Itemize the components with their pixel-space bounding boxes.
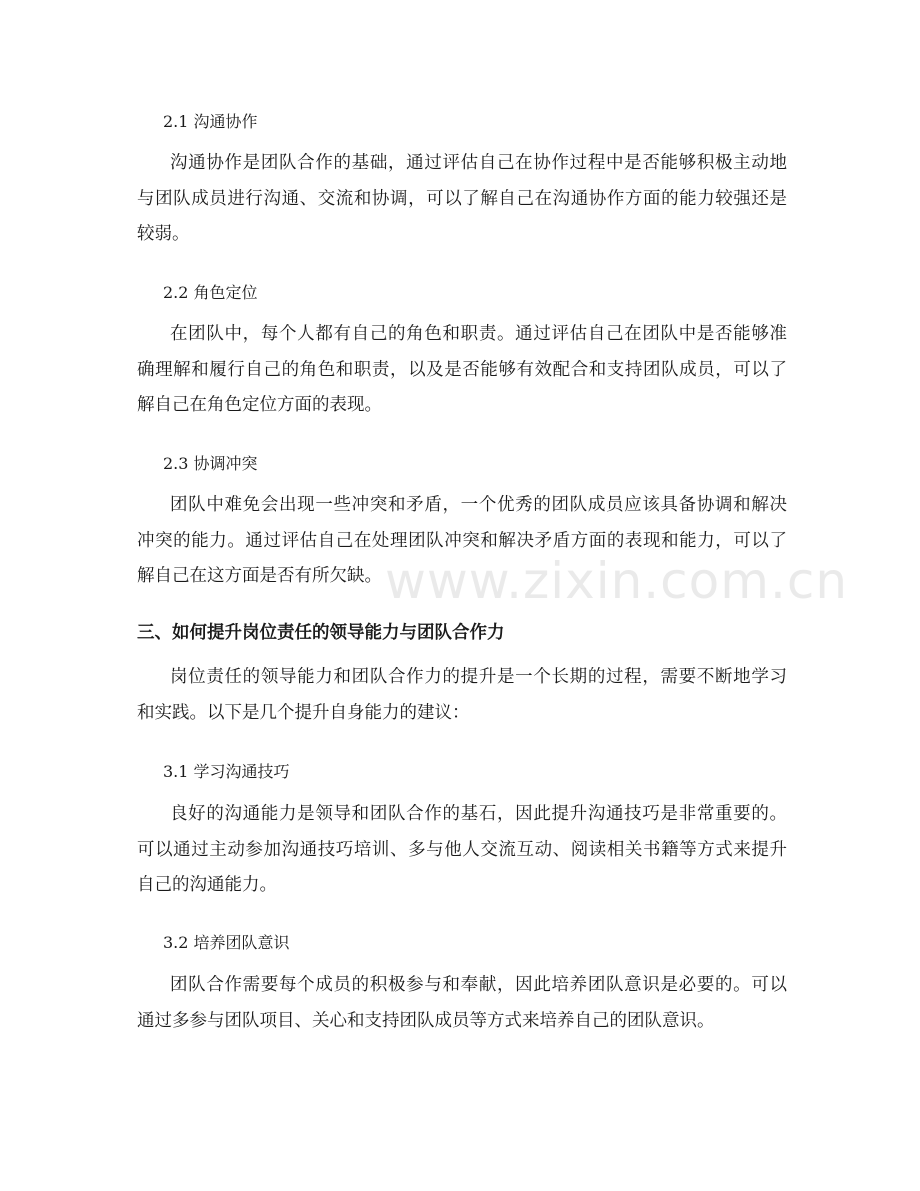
paragraph-2-2	[137, 317, 787, 424]
paragraph-line: 团队中难免会出现一些冲突和矛盾，一个优秀的团队成员应该具备协调和解决	[170, 495, 787, 515]
paragraph-line: 与团队成员进行沟通、交流和协调，可以了解自己在沟通协作方面的能力较强还是	[137, 188, 787, 209]
paragraph-line: 团队合作需要每个成员的积极参与和奉献，因此培养团队意识是必要的。可以	[170, 975, 787, 995]
subsection-title-2-1: 2.1 沟通协作	[163, 112, 258, 131]
paragraph-line: 通过多参与团队项目、关心和支持团队成员等方式来培养自己的团队意识。	[137, 1010, 715, 1031]
paragraph-line: 解自己在角色定位方面的表现。	[137, 395, 382, 415]
paragraph-line: 解自己在这方面是否有所欠缺。	[137, 566, 382, 586]
subsection-title-2-2: 2.2 角色定位	[163, 283, 258, 302]
paragraph-line: 和实践。以下是几个提升自身能力的建议：	[137, 702, 470, 723]
subsection-title-3-1: 3.1 学习沟通技巧	[163, 762, 290, 781]
paragraph-2-3	[137, 488, 787, 595]
paragraph-line: 可以通过主动参加沟通技巧培训、多与他人交流互动、阅读相关书籍等方式来提升	[137, 839, 787, 860]
subsection-title-2-3: 2.3 协调冲突	[163, 454, 258, 473]
paragraph-line: 确理解和履行自己的角色和职责，以及是否能够有效配合和支持团队成员，可以了	[137, 359, 787, 380]
paragraph-line: 良好的沟通能力是领导和团队合作的基石，因此提升沟通技巧是非常重要的。	[170, 804, 787, 824]
paragraph-line: 沟通协作是团队合作的基础，通过评估自己在协作过程中是否能够积极主动地	[170, 153, 787, 173]
paragraph-line: 冲突的能力。通过评估自己在处理团队冲突和解决矛盾方面的表现和能力，可以了	[137, 530, 787, 551]
paragraph-3-2	[137, 968, 787, 1039]
paragraph-line: 自己的沟通能力。	[137, 875, 277, 895]
paragraph-line: 在团队中，每个人都有自己的角色和职责。通过评估自己在团队中是否能够准	[170, 324, 787, 344]
paragraph-3-1	[137, 797, 787, 904]
subsection-title-3-2: 3.2 培养团队意识	[163, 933, 290, 952]
watermark: www.zixin.com.cn	[385, 552, 849, 610]
paragraph-3	[137, 660, 787, 731]
paragraph-line: 岗位责任的领导能力和团队合作力的提升是一个长期的过程，需要不断地学习	[170, 667, 787, 687]
paragraph-2-1	[137, 146, 787, 253]
paragraph-line: 较弱。	[137, 224, 190, 244]
section-heading-3: 三、如何提升岗位责任的领导能力与团队合作力	[137, 623, 505, 643]
